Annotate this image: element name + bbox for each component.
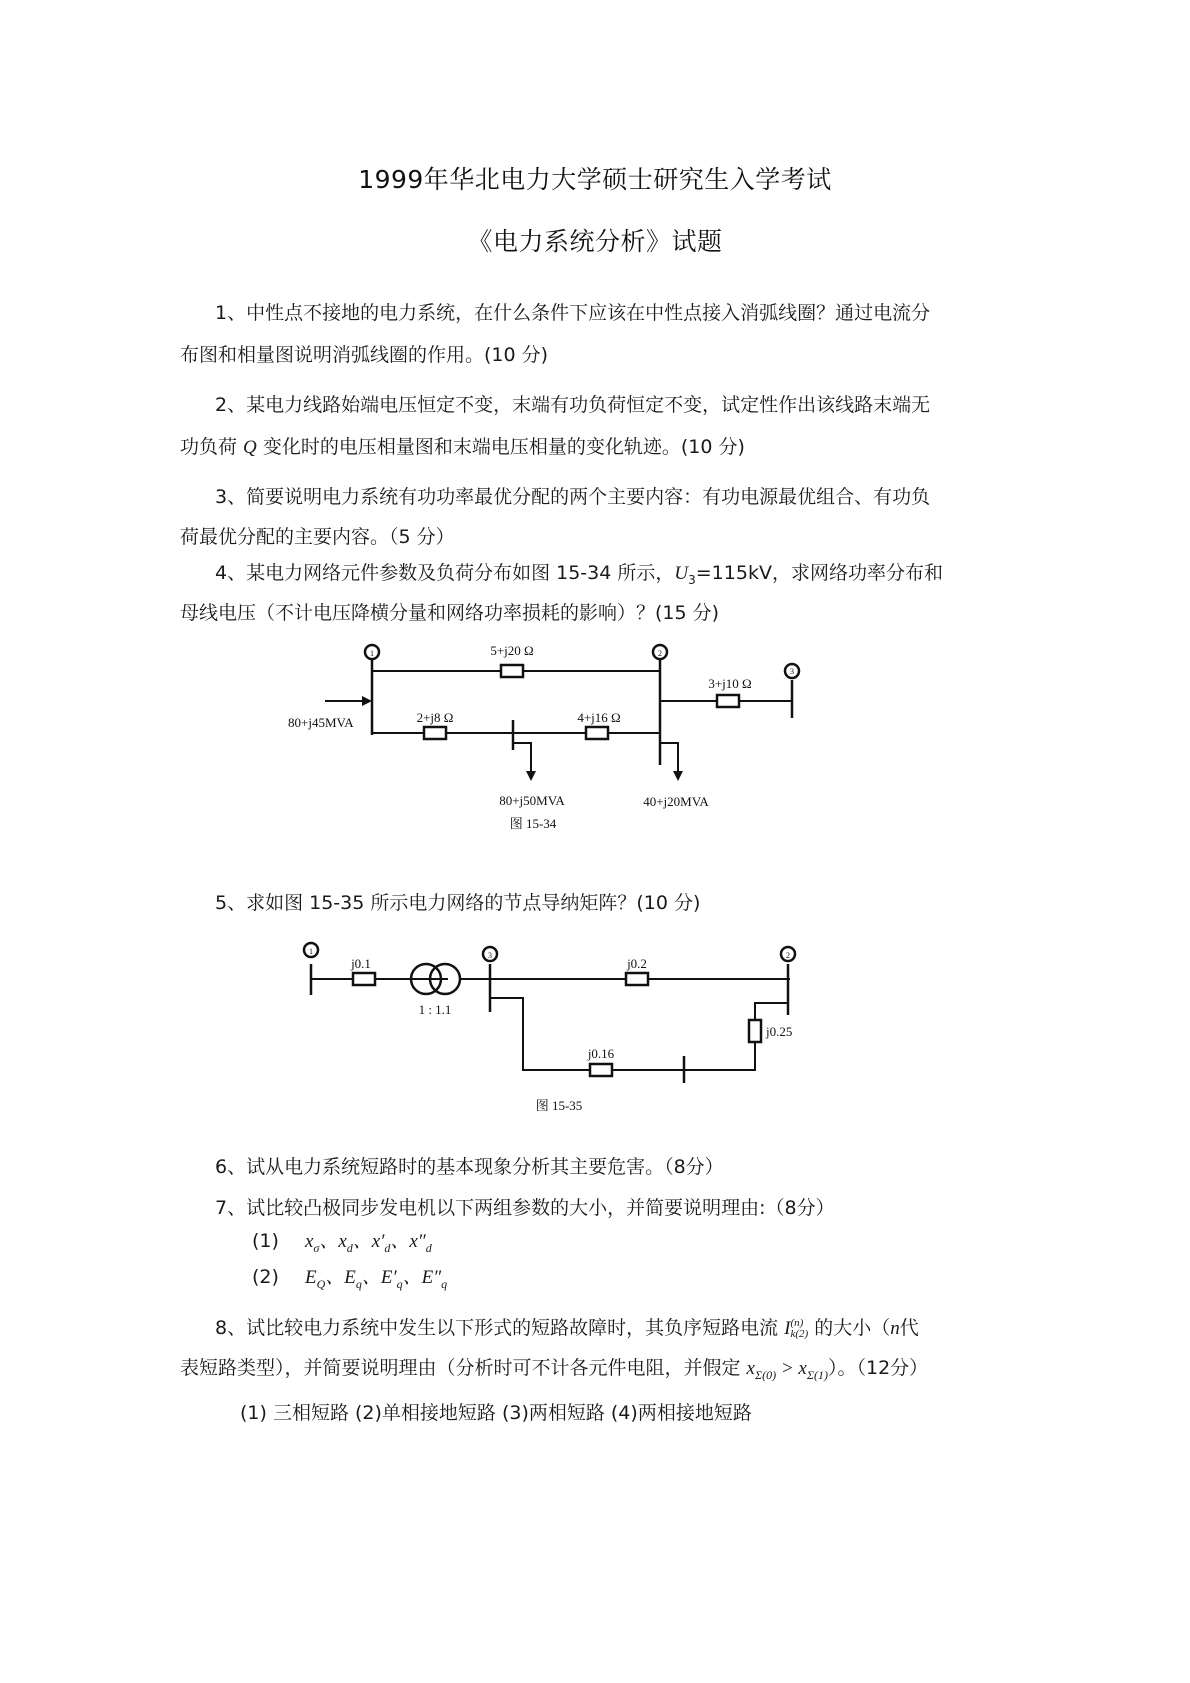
injection-arrow-head <box>362 696 372 706</box>
label-load-a: 80+j50MVA <box>499 793 565 808</box>
figure-15-35 <box>290 930 830 1130</box>
label-2j8: 2+j8 Ω <box>416 710 454 725</box>
q8-inequality: $x_{\Sigma(0)} > x_{\Sigma(1)}$ <box>746 1358 828 1382</box>
item-2-label: (2) <box>252 1266 279 1288</box>
q8-var-scripts <box>790 1318 808 1340</box>
label-transformer-ratio: 1 : 1.1 <box>418 1002 452 1017</box>
label-j025: j0.25 <box>766 1024 793 1039</box>
impedance-j01 <box>353 973 375 985</box>
q4-text-pre: 4、某电力网络元件参数及负荷分布如图 15-34 所示， <box>215 562 675 584</box>
load-2-arrow-head <box>673 771 683 781</box>
label-3j10: 3+j10 Ω <box>708 676 752 691</box>
question-8-line-1 <box>215 1313 919 1340</box>
label-j01: j0.1 <box>351 956 371 971</box>
question-7-item-1 <box>252 1226 432 1256</box>
question-3-line-1: 3、简要说明电力系统有功功率最优分配的两个主要内容：有功电源最优组合、有功负 <box>215 486 931 508</box>
q8-sub: k(2) <box>790 1327 809 1340</box>
impedance-3j10 <box>717 695 739 707</box>
q8-text-pre: 8、试比较电力系统中发生以下形式的短路故障时，其负序短路电流 <box>215 1317 785 1339</box>
impedance-j02 <box>626 973 648 985</box>
q8-var-n: n <box>890 1318 900 1339</box>
question-6-line-1: 6、试从电力系统短路时的基本现象分析其主要危害。（8分） <box>215 1156 724 1178</box>
figure-15-34 <box>280 640 820 840</box>
impedance-j016 <box>590 1064 612 1076</box>
q2-text-pre: 功负荷 <box>180 436 244 458</box>
q8-line2-post: ）。（12分） <box>828 1357 929 1379</box>
node-1-label: 1 <box>370 649 374 658</box>
item-1-terms: $x_\sigma$、$x_d$、$x'_d$、$x''_d$ <box>304 1231 432 1255</box>
label-5j20: 5+j20 Ω <box>490 643 534 658</box>
question-3-line-2: 荷最优分配的主要内容。（5 分） <box>180 526 455 548</box>
node-2-label: 2 <box>786 951 790 960</box>
q8-line2-pre: 表短路类型），并简要说明理由（分析时可不计各元件电阻，并假定 <box>180 1357 747 1379</box>
node-3-label: 3 <box>790 667 794 676</box>
impedance-2j8 <box>424 727 446 739</box>
label-injection: 80+j45MVA <box>288 715 354 730</box>
q8-text-post: 的大小（ <box>808 1317 891 1339</box>
question-1-line-1: 1、中性点不接地的电力系统，在什么条件下应该在中性点接入消弧线圈？通过电流分 <box>215 302 931 324</box>
node-3-label: 3 <box>488 951 492 960</box>
q4-var-sub: 3 <box>688 572 696 587</box>
load-2-feeder <box>660 743 678 775</box>
load-a-feeder <box>513 743 531 775</box>
q8-text-end: 代 <box>899 1317 919 1339</box>
exam-title: 1999年华北电力大学硕士研究生入学考试 <box>358 165 832 194</box>
q8-sup: (n) <box>790 1316 804 1329</box>
label-load-2: 40+j20MVA <box>643 794 709 809</box>
exam-subtitle: 《电力系统分析》试题 <box>467 227 723 256</box>
figure-15-35-caption: 图 15-35 <box>535 1098 583 1113</box>
q4-var-u: U <box>674 563 689 584</box>
question-8-options: (1) 三相短路 (2)单相接地短路 (3)两相短路 (4)两相接地短路 <box>240 1402 752 1424</box>
label-j02: j0.2 <box>627 956 647 971</box>
question-4-line-2: 母线电压（不计电压降横分量和网络功率损耗的影响）？(15 分) <box>180 602 720 624</box>
question-1-line-2: 布图和相量图说明消弧线圈的作用。(10 分) <box>180 344 549 366</box>
label-4j16: 4+j16 Ω <box>577 710 621 725</box>
question-2-line-1: 2、某电力线路始端电压恒定不变，末端有功负荷恒定不变，试定性作出该线路末端无 <box>215 394 931 416</box>
item-1-label: (1) <box>252 1230 279 1252</box>
q2-text-post: 变化时的电压相量图和末端电压相量的变化轨迹。(10 分) <box>256 436 745 458</box>
q4-text-post: =115kV，求网络功率分布和 <box>695 562 943 584</box>
q2-var-q: Q <box>243 437 257 458</box>
question-8-line-2 <box>180 1353 928 1383</box>
load-a-arrow-head <box>526 771 536 781</box>
question-5-line-1: 5、求如图 15-35 所示电力网络的节点导纳矩阵？(10 分) <box>215 892 701 914</box>
q8-var-i: I <box>784 1318 791 1339</box>
question-2-line-2 <box>180 432 745 459</box>
impedance-4j16 <box>586 727 608 739</box>
figure-15-34-caption: 图 15-34 <box>509 816 557 831</box>
impedance-5j20 <box>501 665 523 677</box>
label-j016: j0.16 <box>587 1046 615 1061</box>
item-2-terms: $E_Q$、$E_q$、$E'_q$、$E''_q$ <box>304 1267 448 1291</box>
question-7-item-2 <box>252 1262 447 1292</box>
node-1-label: 1 <box>309 947 313 956</box>
impedance-j025 <box>749 1020 761 1042</box>
node-2-label: 2 <box>658 649 662 658</box>
question-4-line-1 <box>215 558 943 587</box>
question-7-line-1: 7、试比较凸极同步发电机以下两组参数的大小，并简要说明理由:（8分） <box>215 1197 835 1219</box>
